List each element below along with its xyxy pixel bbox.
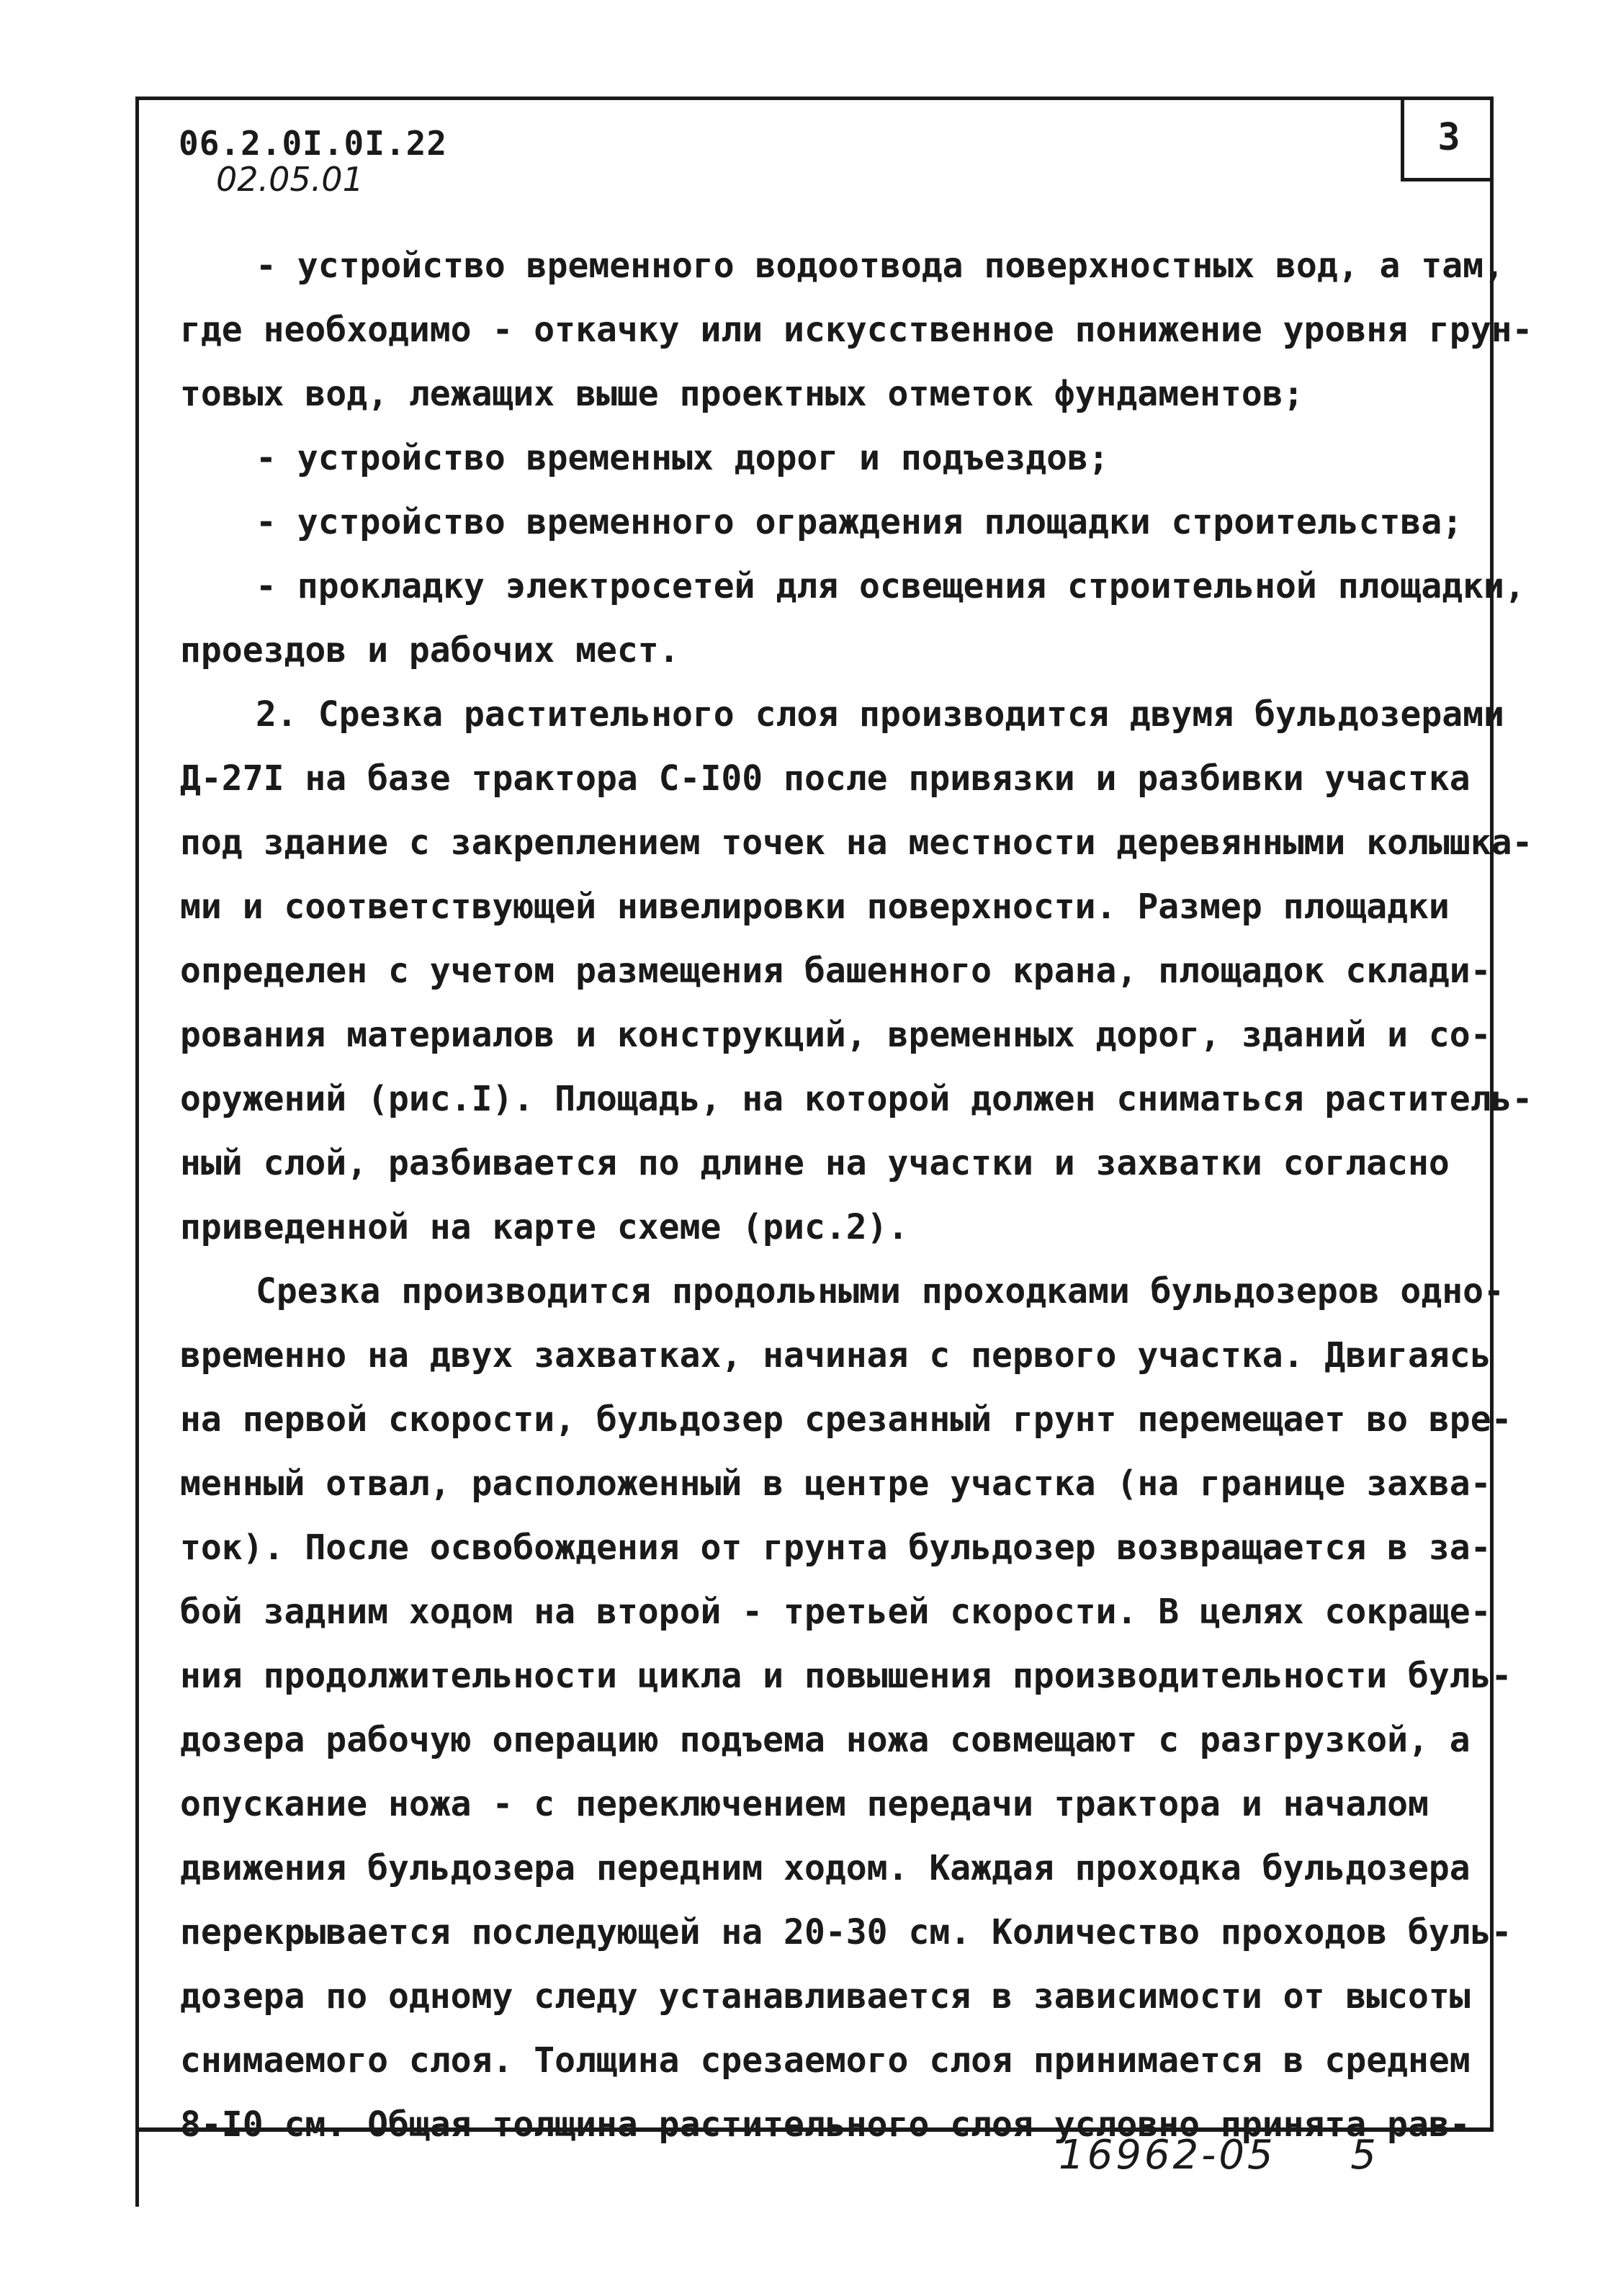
text-line: ния продолжительности цикла и повышения производительности буль- <box>180 1656 1512 1696</box>
footer-stamp <box>1059 2132 1379 2179</box>
text-line: приведенной на карте схеме (рис.2). <box>180 1207 909 1247</box>
text-line: Срезка производится продольными проходками бульдозеров одно- <box>256 1271 1504 1311</box>
text-line: - устройство временного водоотвода поверхностных вод, а там, <box>256 246 1504 286</box>
text-line: ный слой, разбивается по длине на участки и захватки согласно <box>180 1143 1450 1183</box>
text-line: перекрывается последующей на 20-30 см. Количество проходов буль- <box>180 1912 1512 1952</box>
text-line: ми и соответствующей нивелировки поверхности. Размер площадки <box>180 887 1450 927</box>
text-line: ток). После освобождения от грунта бульдозер возвращается в за- <box>180 1528 1491 1568</box>
text-line: движения бульдозера передним ходом. Каждая проходка бульдозера <box>180 1848 1471 1888</box>
document-body <box>180 234 1533 2157</box>
text-line: 2. Срезка растительного слоя производится двумя бульдозерами <box>256 694 1504 735</box>
text-line: дозера рабочую операцию подъема ножа совмещают с разгрузкой, а <box>180 1720 1471 1760</box>
handwritten-code: 02.05.01 <box>216 160 364 199</box>
text-line: опускание ножа - с переключением передачи трактора и началом <box>180 1784 1429 1824</box>
text-line: рования материалов и конструкций, временных дорог, зданий и со- <box>180 1015 1491 1055</box>
text-line: бой задним ходом на второй - третьей скорости. В целях сокраще- <box>180 1592 1491 1632</box>
text-line: менный отвал, расположенный в центре участка (на границе захва- <box>180 1463 1491 1504</box>
page-number: 3 <box>1437 115 1460 159</box>
text-line: - устройство временных дорог и подъездов; <box>256 438 1109 478</box>
text-line: где необходимо - откачку или искусственное понижение уровня грун- <box>180 310 1533 350</box>
footer-doc-number: 16962-05 <box>1059 2132 1276 2179</box>
document-code: 06.2.0I.0I.22 <box>179 124 448 163</box>
text-line: снимаемого слоя. Толщина срезаемого слоя принимается в среднем <box>180 2040 1471 2081</box>
text-line: - прокладку электросетей для освещения строительной площадки, <box>256 566 1525 606</box>
text-line: дозера по одному следу устанавливается в зависимости от высоты <box>180 1976 1471 2017</box>
text-line: - устройство временного ограждения площадки строительства; <box>256 502 1463 542</box>
text-line: Д-27I на базе трактора С-I00 после привязки и разбивки участка <box>180 758 1471 799</box>
footer-sheet-number: 5 <box>1350 2132 1379 2179</box>
text-line: оружений (рис.I). Площадь, на которой должен сниматься раститель- <box>180 1079 1533 1119</box>
text-line: 8-I0 см. Общая толщина растительного слоя условно принята рав- <box>180 2104 1471 2145</box>
text-line: временно на двух захватках, начиная с первого участка. Двигаясь <box>180 1335 1491 1376</box>
frame-left-tail <box>135 2127 139 2207</box>
page-number-box <box>1401 97 1494 181</box>
text-line: определен с учетом размещения башенного крана, площадок склади- <box>180 951 1491 991</box>
text-line: на первой скорости, бульдозер срезанный грунт перемещает во вре- <box>180 1399 1512 1440</box>
text-line: проездов и рабочих мест. <box>180 630 680 671</box>
text-line: товых вод, лежащих выше проектных отметок фундаментов; <box>180 374 1304 414</box>
text-line: под здание с закреплением точек на местности деревянными колышка- <box>180 822 1533 863</box>
